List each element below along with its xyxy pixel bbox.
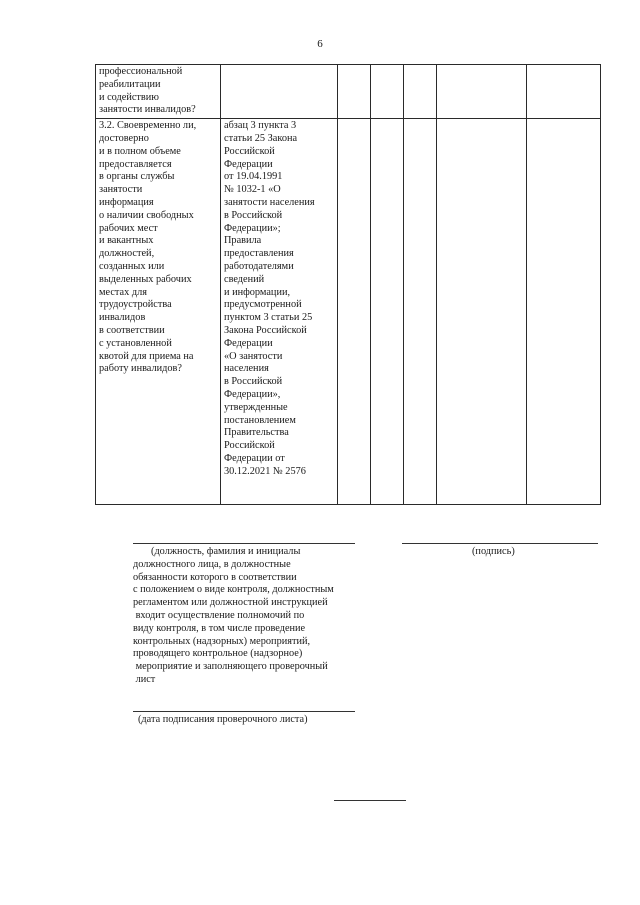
signature-caption: (подпись): [472, 546, 515, 557]
comment-cell[interactable]: [527, 65, 601, 119]
signature-line: [402, 543, 598, 544]
reference-cell: абзац 3 пункта 3 статьи 25 Закона Российской Федерации от 19.04.1991 № 1032-1 «О занятости населения в Российской Федерации»; Правила предоставления работодателями сведений и информации, предусмотренной пунктом 3 статьи 25 Закона Российской Федерации «О занятости населения в Российской Федерации», утвержденные постановлением Правительства Российской Федерации от 30.12.2021 № 2576: [221, 119, 338, 505]
comment-cell[interactable]: [527, 119, 601, 505]
notes-cell[interactable]: [437, 65, 527, 119]
date-signature-line: [133, 711, 355, 712]
checklist-table: [95, 64, 601, 505]
answer-yes-cell[interactable]: [338, 119, 371, 505]
question-cell: 3.2. Своевременно ли, достоверно и в полном объеме предоставляется в органы службы занятости информация о наличии свободных рабочих мест и вакантных должностей, созданных или выделенных рабочих местах для трудоустройства инвалидов в соответствии с установленной квотой для приема на работу инвалидов?: [96, 119, 221, 505]
notes-cell[interactable]: [437, 119, 527, 505]
answer-yes-cell[interactable]: [338, 65, 371, 119]
answer-no-cell[interactable]: [371, 119, 404, 505]
table-row: [96, 119, 601, 505]
reference-cell: [221, 65, 338, 119]
page-number: 6: [317, 38, 323, 50]
answer-na-cell[interactable]: [404, 119, 437, 505]
answer-na-cell[interactable]: [404, 65, 437, 119]
end-divider: [334, 800, 406, 801]
date-caption: (дата подписания проверочного листа): [138, 714, 308, 725]
question-cell: профессиональной реабилитации и содействию занятости инвалидов?: [96, 65, 221, 119]
table-row: [96, 65, 601, 119]
answer-no-cell[interactable]: [371, 65, 404, 119]
official-signature-line: [133, 543, 355, 544]
official-caption: (должность, фамилия и инициалы должностного лица, в должностные обязанности которого в соответствии с положением о виде контроля, должностным регламентом или должностной инструкцией входит осуществление полномочий по виду контроля, в том числе проведение контрольных (надзорных) мероприятий, проводящего контрольное (надзорное) мероприятие и заполняющего проверочный лист: [133, 546, 334, 685]
